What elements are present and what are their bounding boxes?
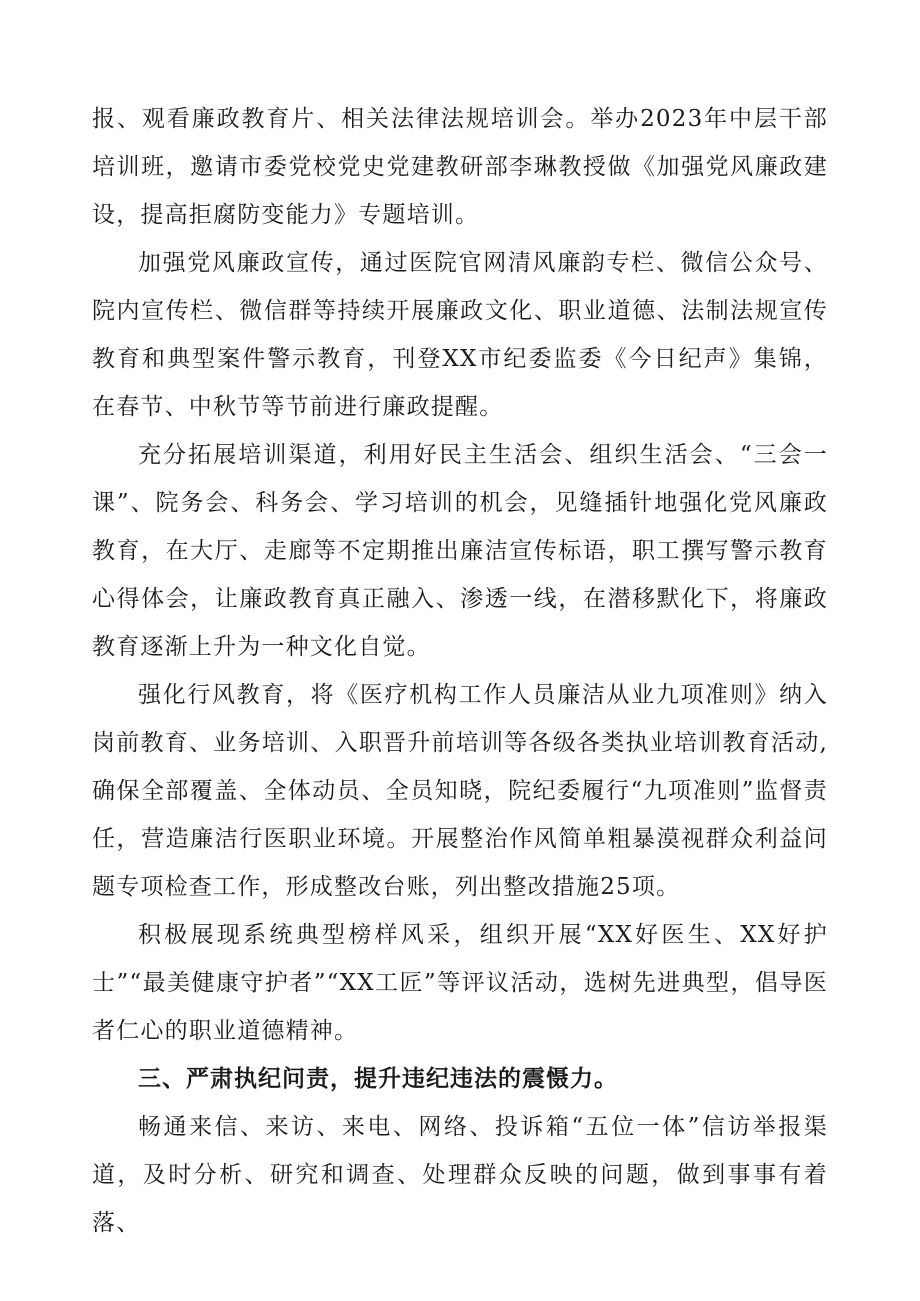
section-heading: 三、严肃执纪问责，提升违纪违法的震慑力。 [138,1066,618,1092]
paragraph-publicity: 加强党风廉政宣传，通过医院官网清风廉韵专栏、微信公众号、院内宣传栏、微信群等持续开展廉政文化、职业道德、法制法规宣传教育和典型案件警示教育，刊登XX市纪委监委《今日纪声》集锦，在春节、中秋节等节前进行廉政提醒。 [92,250,828,420]
paragraph-training-channels: 充分拓展培训渠道，利用好民主生活会、组织生活会、“三会一课”、院务会、科务会、学习培训的机会，见缝插针地强化党风廉政教育，在大厅、走廊等不定期推出廉洁宣传标语，职工撰写警示教育心得体会，让廉政教育真正融入、渗透一线，在潜移默化下，将廉政教育逐渐上升为一种文化自觉。 [92,442,828,660]
document-body [92,95,828,1247]
paragraph-continuation: 报、观看廉政教育片、相关法律法规培训会。举办2023年中层干部培训班，邀请市委党校党史党建教研部李琳教授做《加强党风廉政建设，提高拒腐防变能力》专题培训。 [92,106,828,228]
paragraph-conduct-education: 强化行风教育，将《医疗机构工作人员廉洁从业九项准则》纳入岗前教育、业务培训、入职晋升前培训等各级各类执业培训教育活动,确保全部覆盖、全体动员、全员知晓，院纪委履行“九项准则”监督责任，营造廉洁行医职业环境。开展整治作风简单粗暴漠视群众利益问题专项检查工作，形成整改台账，列出整改措施25项。 [92,682,828,900]
paragraph-role-models: 积极展现系统典型榜样风采，组织开展“XX好医生、XX好护士”“最美健康守护者”“XX工匠”等评议活动，选树先进典型，倡导医者仁心的职业道德精神。 [92,922,828,1044]
paragraph-petition-channels: 畅通来信、来访、来电、网络、投诉箱“五位一体”信访举报渠道，及时分析、研究和调查、处理群众反映的问题，做到事事有着落、 [92,1114,828,1236]
